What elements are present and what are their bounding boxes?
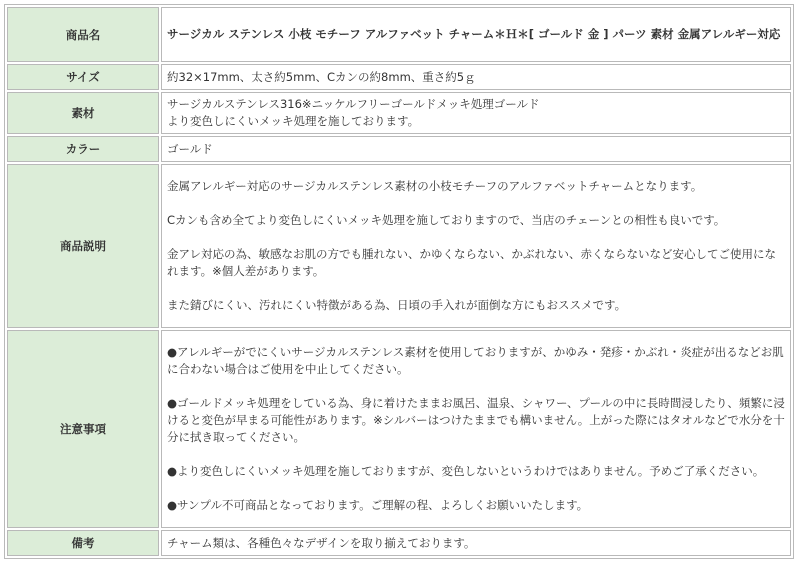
value-remarks: チャーム類は、各種色々なデザインを取り揃えております。	[161, 530, 791, 556]
row-size	[7, 64, 791, 90]
paragraph-gap	[167, 229, 786, 246]
value-color: ゴールド	[161, 136, 791, 162]
label-remarks: 備考	[7, 530, 159, 556]
value-material	[161, 92, 791, 134]
label-material: 素材	[7, 92, 159, 134]
paragraph-gap	[167, 446, 786, 463]
description-paragraph: また錆びにくい、汚れにくい特徴がある為、日頃の手入れが面倒な方にもおススメです。	[167, 298, 627, 312]
row-material	[7, 92, 791, 134]
row-product-name	[7, 7, 791, 62]
description-paragraph: 金属アレルギー対応のサージカルステンレス素材の小枝モチーフのアルファベットチャームとなります。	[167, 179, 703, 193]
paragraph-gap	[167, 480, 786, 497]
label-description: 商品説明	[7, 164, 159, 328]
notes-paragraph: ●アレルギーがでにくいサージカルステンレス素材を使用しておりますが、かゆみ・発疹・かぶれ・炎症が出るなどお肌に合わない場合はご使用を中止してください。	[167, 345, 784, 376]
notes-paragraph: ●より変色しにくいメッキ処理を施しておりますが、変色しないというわけではありません。予めご了承ください。	[167, 464, 765, 478]
description-paragraph: 金アレ対応の為、敏感なお肌の方でも腫れない、かゆくならない、かぶれない、赤くならないなど安心してご使用になれます。※個人差があります。	[167, 247, 777, 278]
material-line: サージカルステンレス316※ニッケルフリーゴールドメッキ処理ゴールド	[167, 97, 540, 111]
value-description	[161, 164, 791, 328]
label-notes: 注意事項	[7, 330, 159, 528]
product-name-text: サージカル ステンレス 小枝 モチーフ アルファベット チャーム＊Ｈ＊[ ゴールド 金 ] パーツ 素材 金属アレルギー対応	[167, 27, 781, 41]
notes-paragraph: ●サンプル不可商品となっております。ご理解の程、よろしくお願いいたします。	[167, 498, 589, 512]
value-notes	[161, 330, 791, 528]
paragraph-gap	[167, 378, 786, 395]
notes-paragraph: ●ゴールドメッキ処理をしている為、身に着けたままお風呂、温泉、シャワー、プールの中に長時間浸したり、頻繁に浸けると変色が早まる可能性があります。※シルバーはつけたままでも構いません。上がった際にはタオルなどで水分を十分に拭き取ってください。	[167, 396, 785, 444]
paragraph-gap	[167, 280, 786, 297]
row-description	[7, 164, 791, 328]
value-size: 約32×17mm、太さ約5mm、Cカンの約8mm、重さ約5ｇ	[161, 64, 791, 90]
label-color: カラー	[7, 136, 159, 162]
product-spec-sheet	[4, 4, 794, 559]
material-line: より変色しにくいメッキ処理を施しております。	[167, 114, 420, 128]
row-notes	[7, 330, 791, 528]
description-paragraph: Cカンも含め全てより変色しにくいメッキ処理を施しておりますので、当店のチェーンとの相性も良いです。	[167, 213, 726, 227]
value-product-name	[161, 7, 791, 62]
product-spec-table	[4, 4, 794, 559]
label-product-name: 商品名	[7, 7, 159, 62]
row-color	[7, 136, 791, 162]
row-remarks	[7, 530, 791, 556]
label-size: サイズ	[7, 64, 159, 90]
paragraph-gap	[167, 195, 786, 212]
